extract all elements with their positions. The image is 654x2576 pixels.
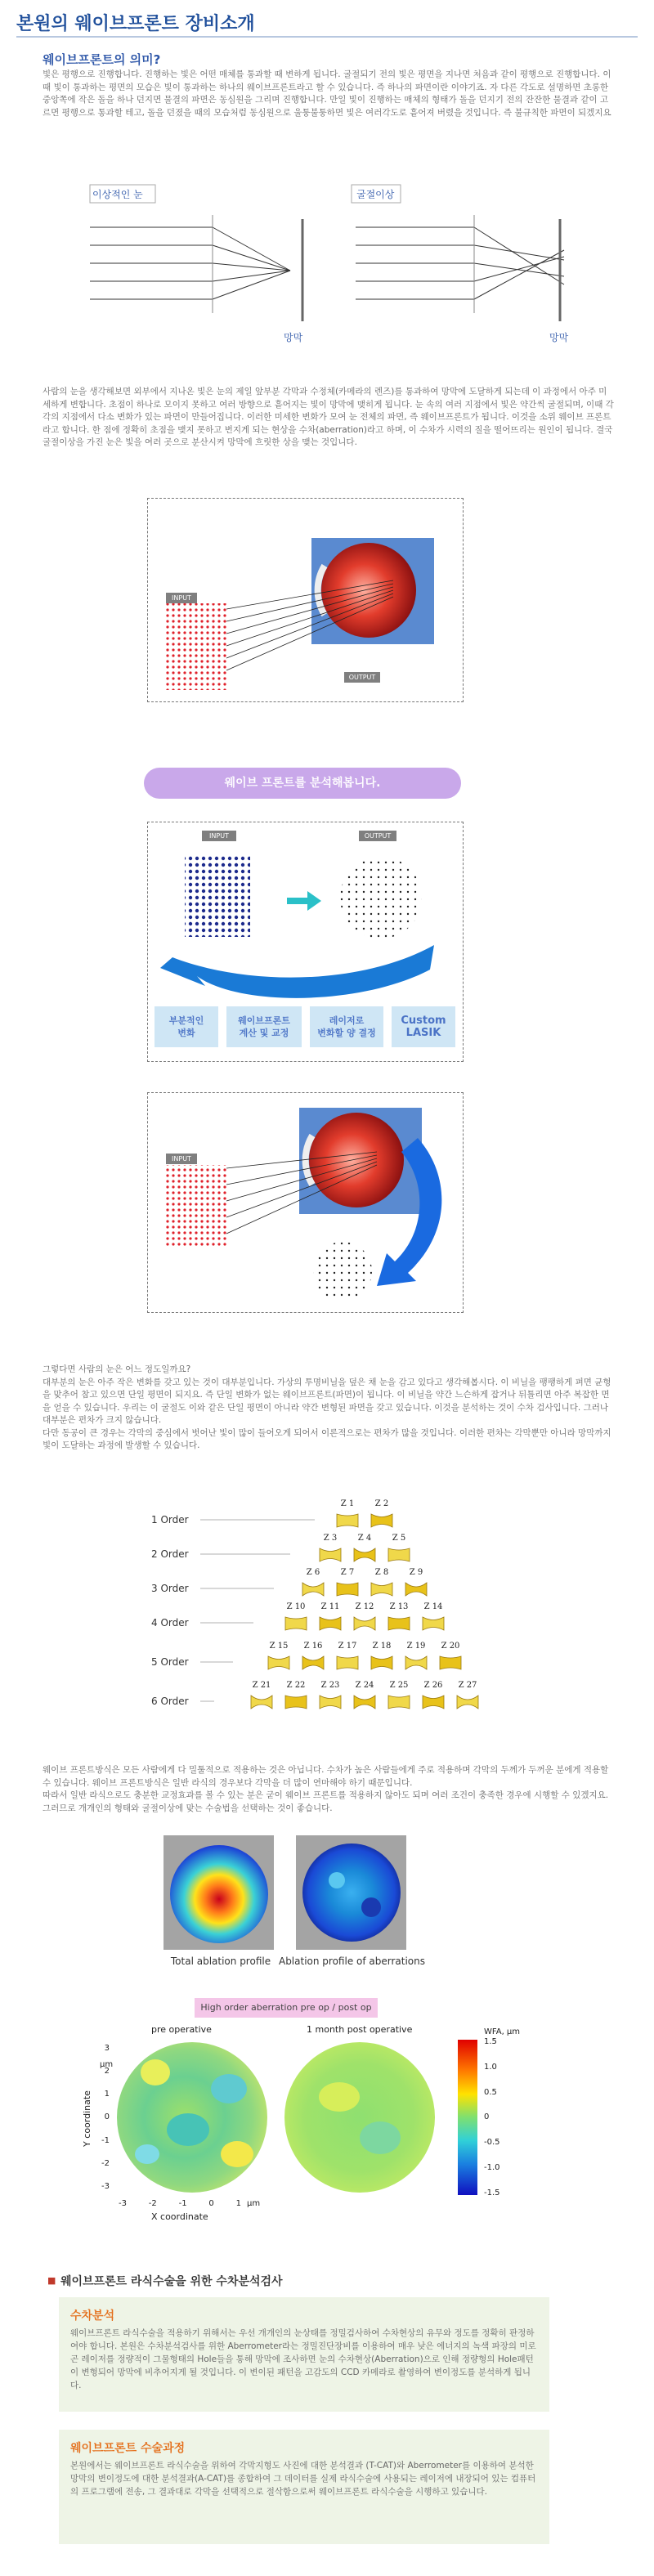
zernike-term-label: Z 14: [423, 1602, 443, 1611]
zernike-term: [282, 1602, 310, 1633]
zernike-term-label: Z 21: [252, 1681, 271, 1690]
aberration-ablation-caption: Ablation profile of aberrations: [278, 1956, 425, 1967]
x-axis-label: X coordinate: [151, 2211, 208, 2222]
zernike-surface-icon: [351, 1691, 379, 1712]
zernike-term-label: Z 11: [320, 1602, 340, 1611]
retina-label-left: 망막: [284, 332, 303, 343]
aberration-ablation-map: [296, 1835, 406, 1950]
zernike-term: [368, 1642, 396, 1673]
x-tick: 0: [208, 2199, 214, 2208]
order-label-3: 3 Order: [151, 1583, 189, 1594]
zernike-term-label: Z 10: [286, 1602, 306, 1611]
zernike-surface-icon: [282, 1691, 310, 1712]
zernike-term-label: Z 24: [355, 1681, 374, 1690]
y-tick: -2: [101, 2158, 110, 2168]
x-axis-ticks: [119, 2199, 241, 2208]
zernike-term: [265, 1642, 293, 1673]
y-tick: 1: [104, 2090, 110, 2099]
zernike-surface-icon: [402, 1578, 430, 1599]
zernike-surface-icon: [419, 1691, 447, 1712]
zernike-term: [316, 1602, 344, 1633]
zernike-surface-icon: [419, 1612, 447, 1633]
zernike-term: [316, 1534, 344, 1565]
process-step-4: Custom LASIK: [392, 1006, 455, 1047]
zernike-term: [368, 1499, 396, 1530]
zernike-term: [351, 1534, 379, 1565]
zernike-term: [282, 1681, 310, 1712]
zernike-term: [334, 1499, 361, 1530]
scale-tick: -1.0: [484, 2163, 500, 2173]
zernike-term-label: Z 19: [406, 1642, 426, 1651]
aberration-paragraph: 그렇다면 사람의 눈은 어느 정도일까요? 대부분의 눈은 아주 작은 변화를 갖고 있는 것이 대부분입니다. 가상의 투명비닐을 덮은 채 눈을 감고 있다고 생각해봅시다. 이 비닐을 팽팽하게 펴면 균형을 맞추어 참고 있으면 단일 평면이 되지요. 즉 단일 변화가 없는 웨이브프론트(파면)이 됩니다. 이 비닐을 약간 느슨하게 잡거나 뒤틀리면 아주 복잡한 면을 얻을 수 있습니다. 우리는 이 굴절도 이와 같은 단일 평면이 아니라 약간 변형된 파면을 갖고 있습니다. 이것을 분석하는 것이 수차 검사입니다. 그러나 대부분은 편차가 크지 않습니다. 다만 동공이 큰 경우는 각막의 중심에서 벗어난 빛이 많이 들어오게 되어서 이론적으로는 편차가 많을 것입니다. 이러한 편차는 각막뿐만 아니라 망막까지 빛이 도달하는 과정에 발생할 수 있습니다.: [43, 1364, 611, 1450]
zernike-term: [402, 1568, 430, 1599]
zernike-surface-icon: [454, 1691, 482, 1712]
zernike-term: [454, 1681, 482, 1712]
post-op-title: 1 month post operative: [307, 2024, 413, 2035]
box2-title: 웨이브프론트 수술과정: [70, 2442, 186, 2455]
zernike-term: [402, 1642, 430, 1673]
x-tick: -3: [119, 2199, 127, 2208]
retina-label-right: 망막: [549, 332, 569, 343]
y-axis-unit: µm: [100, 2060, 114, 2069]
zernike-surface-icon: [265, 1651, 293, 1673]
zernike-term: [385, 1681, 413, 1712]
zernike-surface-icon: [351, 1543, 379, 1565]
zernike-surface-icon: [385, 1543, 413, 1565]
zernike-surface-icon: [334, 1651, 361, 1673]
zernike-term: [385, 1602, 413, 1633]
y-tick: -1: [101, 2135, 110, 2145]
input-tag-2: INPUT: [166, 1154, 197, 1164]
zernike-surface-icon: [385, 1691, 413, 1712]
zernike-surface-icon: [368, 1509, 396, 1530]
zernike-surface-icon: [351, 1612, 379, 1633]
zernike-term-label: Z 23: [320, 1681, 340, 1690]
y-tick: 0: [104, 2112, 110, 2122]
zernike-term: [385, 1534, 413, 1565]
scale-tick: -1.5: [484, 2188, 500, 2197]
zernike-surface-icon: [282, 1612, 310, 1633]
hoa-banner: High order aberration pre op / post op: [195, 1998, 378, 2018]
zernike-term: [351, 1602, 379, 1633]
zernike-term-label: Z 9: [409, 1568, 423, 1577]
output-tag: OUTPUT: [344, 672, 380, 683]
order-label-1: 1 Order: [151, 1514, 189, 1525]
box1-title: 수차분석: [70, 2309, 115, 2323]
zernike-surface-icon: [299, 1578, 327, 1599]
zernike-term-label: Z 8: [374, 1568, 389, 1577]
process-step-3: 레이저로 변화할 양 결정: [310, 1006, 383, 1047]
zernike-term: [368, 1568, 396, 1599]
pre-op-map: [114, 2040, 270, 2195]
process-output-tag: OUTPUT: [359, 831, 396, 841]
zernike-term: [334, 1642, 361, 1673]
y-axis-label: Y coordinate: [81, 2090, 92, 2147]
x-tick: -1: [178, 2199, 187, 2208]
zernike-surface-icon: [248, 1691, 275, 1712]
order-label-6: 6 Order: [151, 1696, 189, 1707]
zernike-surface-icon: [437, 1651, 464, 1673]
ideal-eye-label: 이상적인 눈: [92, 189, 143, 200]
zernike-surface-icon: [385, 1612, 413, 1633]
y-tick: -3: [101, 2181, 110, 2191]
zernike-term-label: Z 13: [389, 1602, 409, 1611]
zernike-surface-icon: [402, 1651, 430, 1673]
zernike-surface-icon: [316, 1543, 344, 1565]
section-bullet: ■: [47, 2275, 56, 2286]
x-axis-unit: µm: [247, 2199, 261, 2208]
zernike-surface-icon: [299, 1651, 327, 1673]
scale-tick: 1.0: [484, 2062, 497, 2072]
wfa-scale-ticks: [484, 2037, 508, 2197]
zernike-term-label: Z 15: [269, 1642, 289, 1651]
zernike-term-label: Z 17: [338, 1642, 357, 1651]
zernike-surface-icon: [368, 1651, 396, 1673]
order-label-4: 4 Order: [151, 1617, 189, 1628]
wfa-unit: WFA, µm: [484, 2027, 521, 2036]
process-step-1: 부분적인 변화: [155, 1006, 218, 1047]
x-tick: -2: [148, 2199, 157, 2208]
zernike-term-label: Z 16: [303, 1642, 323, 1651]
wavefront-process-figure: [147, 822, 464, 1062]
zernike-term-label: Z 26: [423, 1681, 443, 1690]
eye-wavefront-figure: [147, 498, 464, 702]
eye-aberration-figure: [147, 1092, 464, 1313]
intro-heading: 웨이브프론트의 의미?: [43, 52, 161, 67]
zernike-surface-icon: [316, 1691, 344, 1712]
zernike-term-label: Z 12: [355, 1602, 374, 1611]
zernike-term: [419, 1681, 447, 1712]
refraction-diagram: [82, 178, 589, 350]
zernike-term-label: Z 25: [389, 1681, 409, 1690]
eye-explanation-paragraph: 사람의 눈을 생각해보면 외부에서 지나온 빛은 눈의 제일 앞부분 각막과 수정체(카메라의 렌즈)를 통과하여 망막에 도달하게 되는데 이 과정에서 아주 미세하게 변합니다. 초점이 하나로 모이지 못하고 여러 방향으로 흩어지는 빛이 망막에 맺히게 됩니다. 눈 속의 여러 지점에서 빛은 약간씩 굴절되며, 이때 각각의 지점에서 다소 변화가 있는 파면이 만들어집니다. 이러한 미세한 변화가 모여 눈 전체의 파면, 즉 웨이브프론트가 됩니다. 이것을 소위 웨이브 프론트라고 합니다. 한 점에 정확히 초점을 맺지 못하고 번지게 되는 현상을 수차(aberration)라고 하며, 이 수차가 시력의 질을 떨어뜨리는 원인이 됩니다. 결국 굴절이상을 가진 눈은 빛을 여러 곳으로 분산시켜 망막에 흐릿한 상을 맺는 것입니다.: [43, 387, 614, 447]
process-step-2: 웨이브프론트 계산 및 교정: [226, 1006, 302, 1047]
zernike-term: [299, 1642, 327, 1673]
zernike-term: [351, 1681, 379, 1712]
y-tick: 3: [104, 2044, 110, 2053]
zernike-term-label: Z 3: [323, 1534, 338, 1543]
zernike-term: [334, 1568, 361, 1599]
zernike-term-label: Z 18: [372, 1642, 392, 1651]
zernike-term-label: Z 6: [306, 1568, 320, 1577]
surgery-process-box: [59, 2430, 549, 2544]
pre-op-title: pre operative: [151, 2024, 212, 2035]
zernike-surface-icon: [334, 1578, 361, 1599]
zernike-surface-icon: [316, 1612, 344, 1633]
box1-text: 웨이브프론트 라식수술을 적용하기 위해서는 우선 개개인의 눈상태를 정밀검사하여 수차현상의 유무와 정도를 정확히 판정하여야 합니다. 본원은 수차분석검사를 위한 Aberrometer라는 정밀진단장비를 이용하여 매우 낮은 에너지의 녹색 파장의 미로곤 레이저를 정량적이 그물형태의 Hole들을 통해 망막에 조사하면 눈의 수차현상(Aberration)으로 인해 정량형의 Hole패턴이 변형되어 망막에 비추어지게 될 것입니다. 이 변이된 패턴을 고감도의 CCD 카메라로 촬영하여 변이정도를 분석하게 됩니다.: [70, 2328, 536, 2390]
order-label-2: 2 Order: [151, 1548, 189, 1560]
order-label-5: 5 Order: [151, 1656, 189, 1668]
zernike-term-label: Z 1: [340, 1499, 355, 1508]
process-input-tag: INPUT: [202, 831, 236, 841]
x-tick: 1: [235, 2199, 241, 2208]
zernike-term-label: Z 22: [286, 1681, 306, 1690]
scale-tick: 0.5: [484, 2087, 497, 2097]
total-ablation-caption: Total ablation profile: [170, 1956, 271, 1967]
y-tick: 2: [104, 2067, 110, 2076]
zernike-term: [437, 1642, 464, 1673]
zernike-term: [248, 1681, 275, 1712]
section-title: 웨이브프론트 라식수술을 위한 수차분석검사: [60, 2275, 283, 2288]
scale-tick: 1.5: [484, 2037, 497, 2046]
zernike-term-label: Z 27: [458, 1681, 477, 1690]
zernike-term: [299, 1568, 327, 1599]
zernike-term: [316, 1681, 344, 1712]
input-tag: INPUT: [166, 593, 197, 603]
indication-paragraph: 웨이브 프론트방식은 모든 사람에게 다 밀툴적으로 적용하는 것은 아닙니다. 수차가 높은 사람들에게 주로 적용하며 각막의 두께가 두꺼운 분에게 적용할 수 있습니다. 웨이브 프론트방식은 일반 라식의 경우보다 각막을 더 많이 연마해야 하기 때문입니다. 따라서 일반 라식으로도 충분한 교정효과를 볼 수 있는 분은 굳이 웨이브 프론트를 적용하지 않아도 되며 여러 조건이 충족한 경우에 시행할 수 있겠지요. 그러므로 개개인의 형태와 굴절이상에 맞는 수술법을 선택하는 것이 좋습니다.: [43, 1765, 609, 1813]
zernike-term-label: Z 2: [374, 1499, 389, 1508]
title-divider: [16, 36, 638, 38]
intro-paragraph: 빛은 평행으로 진행합니다. 진행하는 빛은 어떤 매체를 통과할 때 변하게 됩니다. 굴절되기 전의 빛은 평면을 지나면 처음과 같이 평행으로 진행합니다. 이때 빛이 통과하는 평면의 모습은 빛이 통과하는 하나의 웨이브프론트라고 할 수 있습니다. 즉 하나의 파면이란 이야기죠. 자 다른 각도로 설명하면 초롱한 중앙쪽에 작은 돌을 하나 던지면 물결의 파면은 동심원을 그리며 진행합니다. 만일 빛이 진행하는 매체의 형태가 돌을 던지기 전의 잔잔한 물결과 같이 고르면 평행으로 통과할 테고, 돌을 던졌을 때의 모습처럼 동심원으로 울퉁불퉁하면 빛은 여러각도로 흩어져 버렸을 것입니다. 즉 불규칙한 파면이 되겠지요: [43, 69, 611, 118]
zernike-surface-icon: [368, 1578, 396, 1599]
zernike-pyramid: [123, 1488, 531, 1725]
zernike-term-label: Z 7: [340, 1568, 355, 1577]
scale-tick: -0.5: [484, 2138, 500, 2148]
analyze-wavefront-banner: 웨이브 프론트를 분석해봅니다.: [144, 768, 461, 799]
post-op-map: [282, 2040, 437, 2195]
zernike-term-label: Z 5: [392, 1534, 406, 1543]
zernike-term-label: Z 20: [441, 1642, 460, 1651]
aberration-analysis-box: [59, 2297, 549, 2412]
total-ablation-map: [164, 1835, 274, 1950]
zernike-term-label: Z 4: [357, 1534, 372, 1543]
wfa-color-scale: [458, 2040, 477, 2195]
zernike-surface-icon: [334, 1509, 361, 1530]
refractive-error-label: 굴절이상: [356, 189, 395, 200]
page-title: 본원의 웨이브프론트 장비소개: [16, 14, 255, 34]
scale-tick: 0: [484, 2112, 490, 2122]
zernike-term: [419, 1602, 447, 1633]
box2-text: 본원에서는 웨이브프론트 라식수술을 위하여 각막지형도 사진에 대한 분석결과 (T-CAT)와 Aberrometer를 이용하여 분석한 망막의 변이정도에 대한 분석결과(A-CAT)를 종합하여 그 데이터를 실제 라식수술에 사용되는 레이저에 내장되어 있는 컴퓨터의 프로그램에 전송, 그 결과대로 각막을 선택적으로 절삭함으로써 웨이브프론트 라식수술을 시행하고 있습니다.: [70, 2461, 536, 2497]
